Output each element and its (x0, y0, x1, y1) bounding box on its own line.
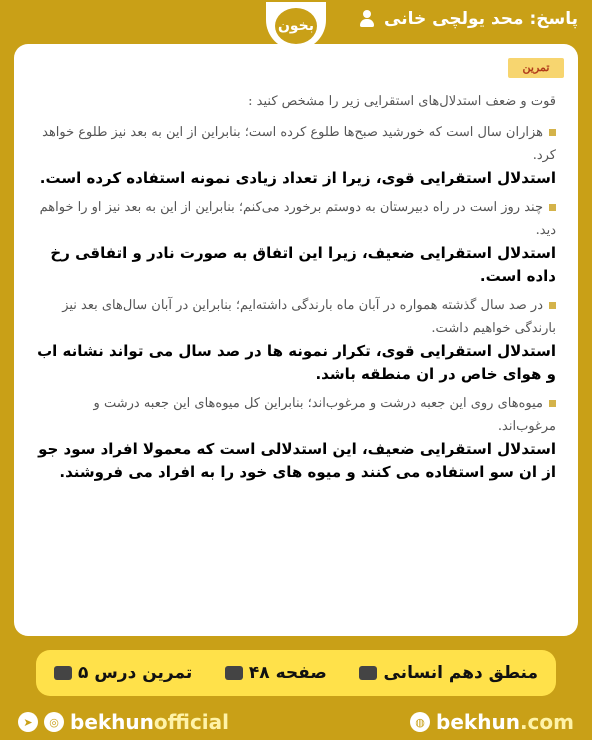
social-handle[interactable]: ➤ ◎ bekhunofficial (18, 710, 229, 734)
question-1-text: هزاران سال است که خورشید صبح‌ها طلوع کرده است؛ بنابراین از این به بعد نیز طلوع خواهد کرد. (42, 125, 556, 163)
logo-mark: بخون (275, 8, 317, 44)
top-bar (0, 0, 592, 42)
bullet-icon (549, 129, 556, 136)
exercise-heading: قوت و ضعف استدلال‌های استقرایی زیر را مشخص کنید : (248, 94, 556, 109)
answer-2: استدلال استقرایی ضعیف، زیرا این اتفاق به صورت نادر و اتفاقی رخ داده است. (50, 244, 556, 285)
question-2-text: چند روز است در راه دبیرستان به دوستم برخورد می‌کنم؛ بنابراین از این به بعد نیز او را خواهم دید. (39, 200, 556, 238)
question-3-text: در صد سال گذشته همواره در آبان ماه بارندگی داشته‌ایم؛ بنابراین در آبان سال‌های بعد نیز بارندگی خواهیم داشت. (62, 298, 556, 336)
bullet-icon (549, 400, 556, 407)
graduation-cap-icon (359, 666, 377, 680)
user-icon (358, 10, 376, 28)
bullet-icon (549, 204, 556, 211)
answer-author (358, 8, 578, 30)
telegram-icon: ➤ (18, 712, 38, 732)
bullet-icon (549, 302, 556, 309)
question-4 (36, 392, 556, 438)
book-label: منطق دهم انسانی (359, 663, 538, 683)
question-1 (36, 121, 556, 167)
lesson-info-bar (36, 650, 556, 696)
logo (266, 2, 326, 50)
book-icon (225, 666, 243, 680)
globe-icon: ◍ (410, 712, 430, 732)
bottom-links (0, 704, 592, 740)
answer-1: استدلال استقرایی قوی، زیرا از تعداد زیادی نمونه استفاده کرده است. (39, 169, 556, 187)
student-icon (54, 666, 72, 680)
page-label: صفحه ۴۸ (225, 663, 327, 683)
question-3 (36, 294, 556, 340)
answer-4: استدلال استقرایی ضعیف، این استدلالی است که معمولا افراد سود جو از ان سو استفاده می کنند و میوه های خود را به افراد می فروشند. (38, 440, 556, 481)
answer-3: استدلال استقرایی قوی، تکرار نمونه ها در صد سال می تواند نشانه اب و هوای خاص در ان منطقه باشد. (37, 342, 556, 383)
question-2 (36, 196, 556, 242)
instagram-icon: ◎ (44, 712, 64, 732)
exercise-tag: تمرین (508, 58, 564, 78)
question-4-text: میوه‌های روی این جعبه درشت و مرغوب‌اند؛ بنابراین کل میوه‌های این جعبه درشت و مرغوب‌اند. (93, 396, 556, 434)
exercise-card (14, 44, 578, 636)
exercise-content (36, 90, 556, 490)
website-link[interactable]: ◍ bekhun.com (410, 710, 574, 734)
exercise-label: تمرین درس ۵ (54, 663, 192, 683)
answer-label: پاسخ: محد یولچی خانی (384, 9, 578, 29)
